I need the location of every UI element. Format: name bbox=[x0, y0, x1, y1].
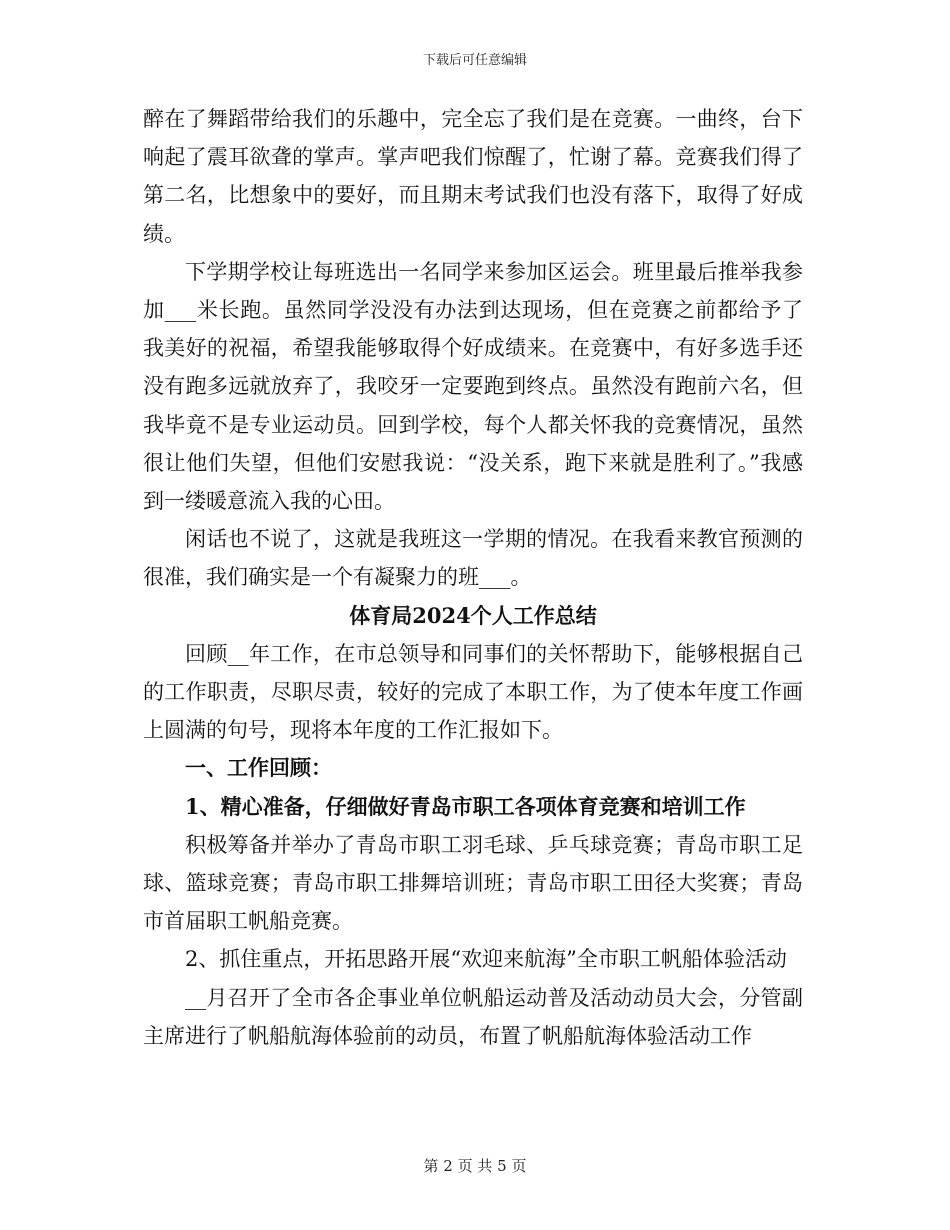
paragraph-sailing-activity: __月召开了全市各企事业单位帆船运动普及活动动员大会，分管副主席进行了帆船航海体验前的动员，布置了帆船航海体验活动工作 bbox=[143, 985, 803, 1048]
section-title: 体育局2024个人工作总结 bbox=[349, 602, 597, 628]
page-number: 第 2 页 共 5 页 bbox=[423, 1157, 527, 1175]
paragraph-dance-contest: 醉在了舞蹈带给我们的乐趣中，完全忘了我们是在竞赛。一曲终，台下响起了震耳欲聋的掌声。掌声吧我们惊醒了，忙谢了幕。竞赛我们得了第二名，比想象中的要好，而且期末考试我们也没有落下，取得了好成绩。 bbox=[143, 107, 803, 246]
document-body bbox=[143, 100, 803, 1055]
paragraph-class-summary: 闲话也不说了，这就是我班这一学期的情况。在我看来教官预测的很准，我们确实是一个有凝聚力的班___。 bbox=[143, 527, 803, 590]
page-header-note: 下载后可任意编辑 bbox=[422, 53, 527, 68]
paragraph-year-review: 回顾__年工作，在市总领导和同事们的关怀帮助下，能够根据自己的工作职责，尽职尽责，较好的完成了本职工作，为了使本年度工作画上圆满的句号，现将本年度的工作汇报如下。 bbox=[143, 641, 803, 743]
heading-item-1: 1、精心准备，仔细做好青岛市职工各项体育竞赛和培训工作 bbox=[185, 793, 746, 819]
paragraph-competitions: 积极筹备并举办了青岛市职工羽毛球、乒乓球竞赛；青岛市职工足球、篮球竞赛；青岛市职工排舞培训班；青岛市职工田径大奖赛；青岛市首届职工帆船竞赛。 bbox=[143, 832, 803, 934]
heading-item-2: 2、抓住重点，开拓思路开展“欢迎来航海”全市职工帆船体验活动 bbox=[185, 947, 787, 972]
paragraph-sports-meet: 下学期学校让每班选出一名同学来参加区运会。班里最后推举我参加___米长跑。虽然同学没没有办法到达现场，但在竞赛之前都给予了我美好的祝福，希望我能够取得个好成绩来。在竞赛中，有好多选手还没有跑多远就放弃了，我咬牙一定要跑到终点。虽然没有跑前六名，但我毕竟不是专业运动员。回到学校，每个人都关怀我的竞赛情况，虽然很让他们失望，但他们安慰我说：“没关系，跑下来就是胜利了。”我感到一缕暖意流入我的心田。 bbox=[143, 259, 803, 514]
heading-work-review: 一、工作回顾： bbox=[185, 755, 332, 781]
